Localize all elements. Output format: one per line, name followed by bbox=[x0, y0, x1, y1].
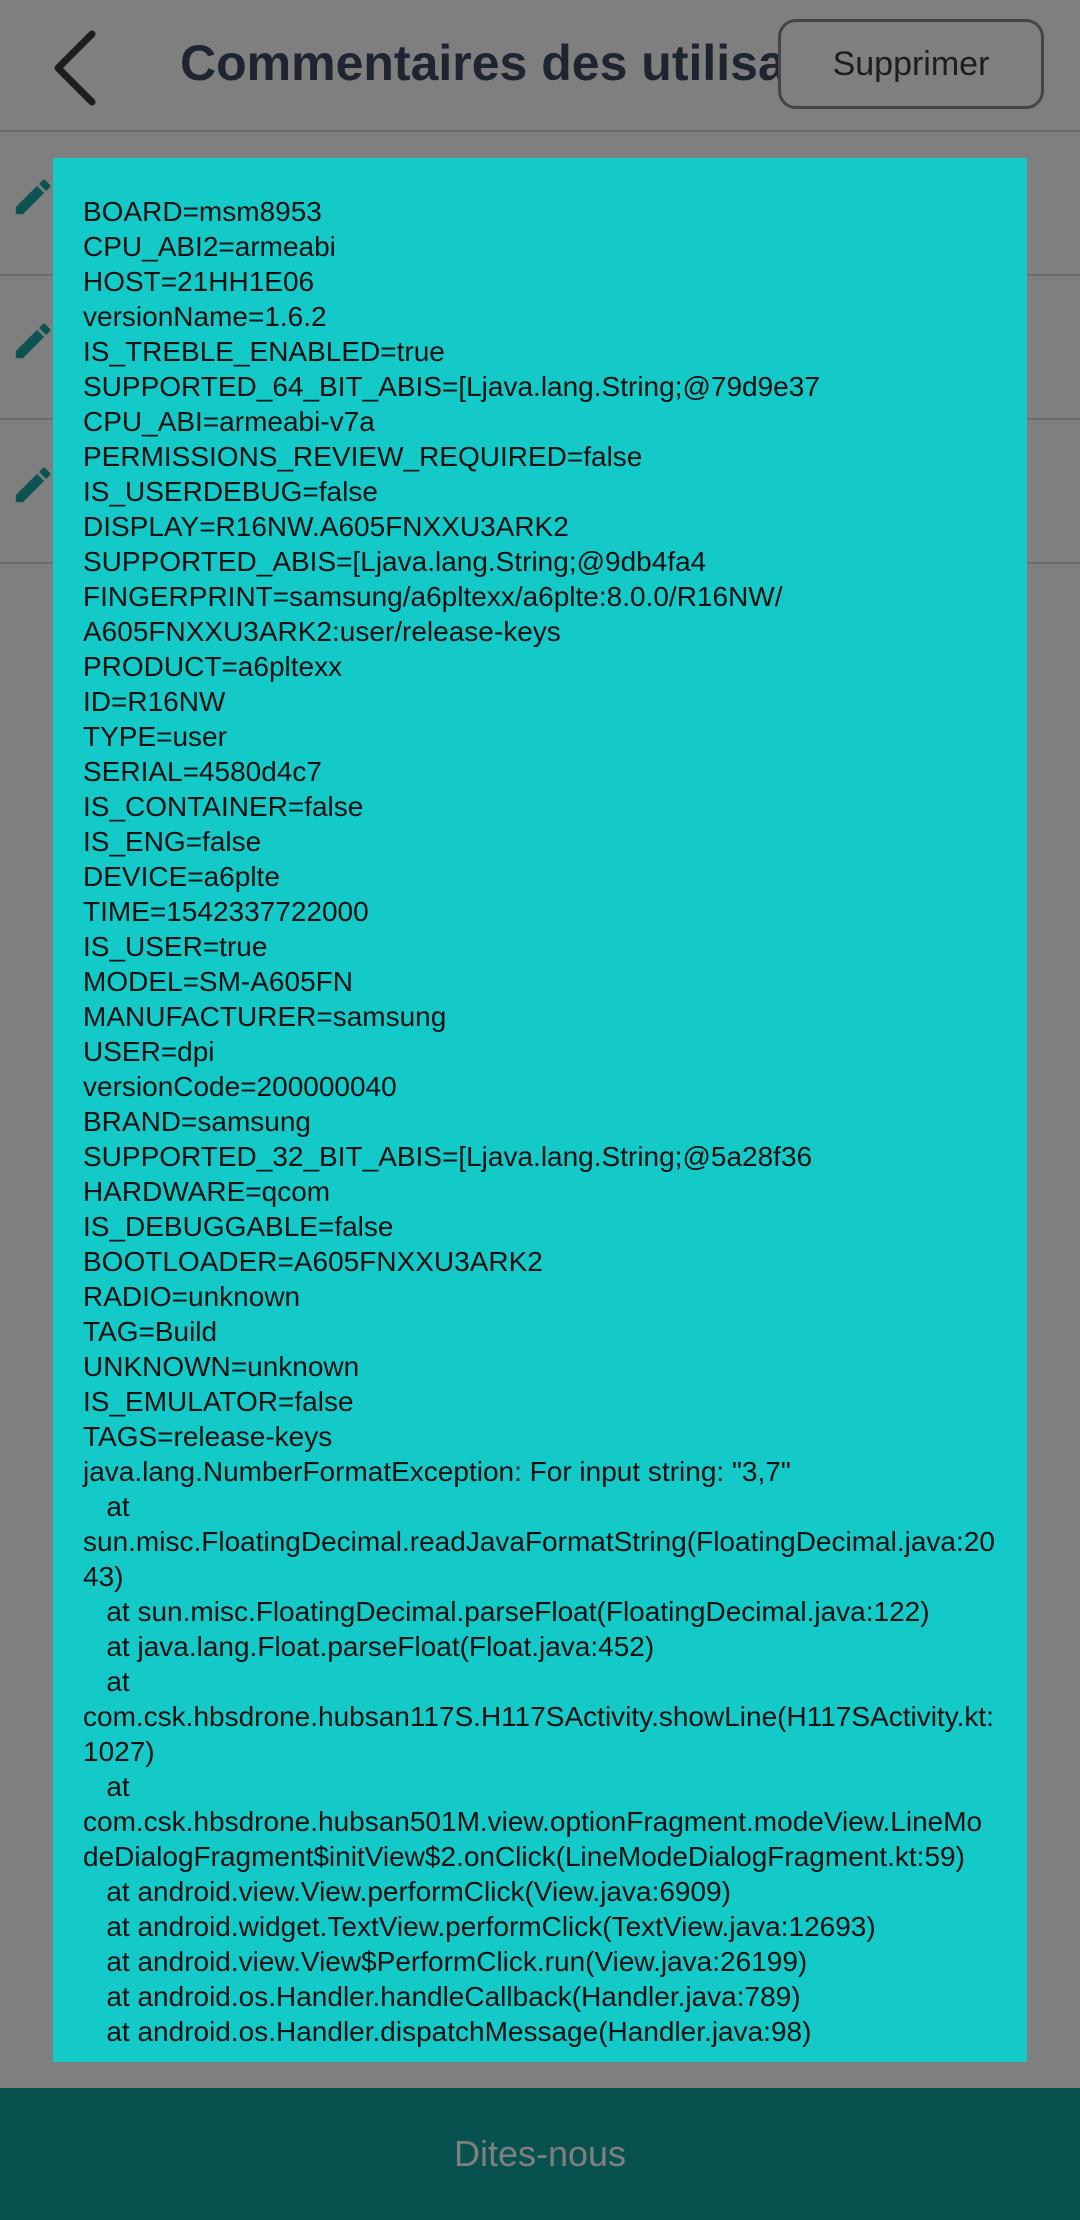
log-line: TAGS=release-keys bbox=[83, 1421, 333, 1452]
log-line: TAG=Build bbox=[83, 1316, 218, 1347]
log-line: BOOTLOADER=A605FNXXU3ARK2 bbox=[83, 1246, 543, 1277]
log-line: HOST=21HH1E06 bbox=[83, 266, 315, 297]
log-line: ID=R16NW bbox=[83, 686, 226, 717]
log-line: IS_USER=true bbox=[83, 931, 268, 962]
log-line: HARDWARE=qcom bbox=[83, 1176, 331, 1207]
log-line: at android.view.View$PerformClick.run(View.java:26199) bbox=[83, 1946, 808, 1977]
log-line: at android.os.Handler.handleCallback(Handler.java:789) bbox=[83, 1981, 801, 2012]
log-line: SUPPORTED_64_BIT_ABIS=[Ljava.lang.String;@79d9e37 bbox=[83, 371, 820, 402]
log-line: at sun.misc.FloatingDecimal.parseFloat(FloatingDecimal.java:122) bbox=[83, 1596, 930, 1627]
log-line: MANUFACTURER=samsung bbox=[83, 1001, 447, 1032]
log-line: IS_DEBUGGABLE=false bbox=[83, 1211, 394, 1242]
log-line: IS_USERDEBUG=false bbox=[83, 476, 378, 507]
log-line: MODEL=SM-A605FN bbox=[83, 966, 353, 997]
log-line: at android.os.Handler.dispatchMessage(Handler.java:98) bbox=[83, 2016, 812, 2047]
log-line: sun.misc.FloatingDecimal.readJavaFormatString(FloatingDecimal.java:2043) bbox=[83, 1526, 995, 1592]
log-line: at bbox=[83, 1771, 130, 1802]
log-line: CPU_ABI2=armeabi bbox=[83, 231, 336, 262]
log-line: at java.lang.Float.parseFloat(Float.java:452) bbox=[83, 1631, 655, 1662]
log-line: SERIAL=4580d4c7 bbox=[83, 756, 322, 787]
log-line: RADIO=unknown bbox=[83, 1281, 301, 1312]
log-line: IS_TREBLE_ENABLED=true bbox=[83, 336, 445, 367]
log-line: at bbox=[83, 1491, 130, 1522]
log-line: PRODUCT=a6pltexx bbox=[83, 651, 343, 682]
log-line: BOARD=msm8953 bbox=[83, 196, 322, 227]
log-line: USER=dpi bbox=[83, 1036, 215, 1067]
log-line: FINGERPRINT=samsung/a6pltexx/a6plte:8.0.0/R16NW/ A605FNXXU3ARK2:user/release-keys bbox=[83, 581, 783, 647]
log-line: at android.view.View.performClick(View.java:6909) bbox=[83, 1876, 731, 1907]
log-line: IS_ENG=false bbox=[83, 826, 262, 857]
log-line: TIME=1542337722000 bbox=[83, 896, 369, 927]
log-line: SUPPORTED_32_BIT_ABIS=[Ljava.lang.String;@5a28f36 bbox=[83, 1141, 813, 1172]
log-line: CPU_ABI=armeabi-v7a bbox=[83, 406, 375, 437]
log-line: versionCode=200000040 bbox=[83, 1071, 397, 1102]
log-line: at android.widget.TextView.performClick(TextView.java:12693) bbox=[83, 1911, 876, 1942]
log-line: DEVICE=a6plte bbox=[83, 861, 280, 892]
log-line: DISPLAY=R16NW.A605FNXXU3ARK2 bbox=[83, 511, 569, 542]
log-line: at bbox=[83, 1666, 130, 1697]
log-line: com.csk.hbsdrone.hubsan501M.view.optionFragment.modeView.LineModeDialogFragment$initView$2.onClick(LineModeDialogFragment.kt:59) bbox=[83, 1806, 983, 1872]
log-line: java.lang.NumberFormatException: For input string: "3,7" bbox=[83, 1456, 791, 1487]
log-line: IS_CONTAINER=false bbox=[83, 791, 364, 822]
log-line: TYPE=user bbox=[83, 721, 227, 752]
log-line: IS_EMULATOR=false bbox=[83, 1386, 354, 1417]
log-line: PERMISSIONS_REVIEW_REQUIRED=false bbox=[83, 441, 643, 472]
log-line: com.csk.hbsdrone.hubsan117S.H117SActivity.showLine(H117SActivity.kt:1027) bbox=[83, 1701, 994, 1767]
log-line: BRAND=samsung bbox=[83, 1106, 311, 1137]
log-line: versionName=1.6.2 bbox=[83, 301, 327, 332]
device-info-dialog bbox=[53, 158, 1027, 2062]
log-line: SUPPORTED_ABIS=[Ljava.lang.String;@9db4fa4 bbox=[83, 546, 707, 577]
log-line: UNKNOWN=unknown bbox=[83, 1351, 360, 1382]
device-info-log bbox=[83, 194, 997, 2049]
